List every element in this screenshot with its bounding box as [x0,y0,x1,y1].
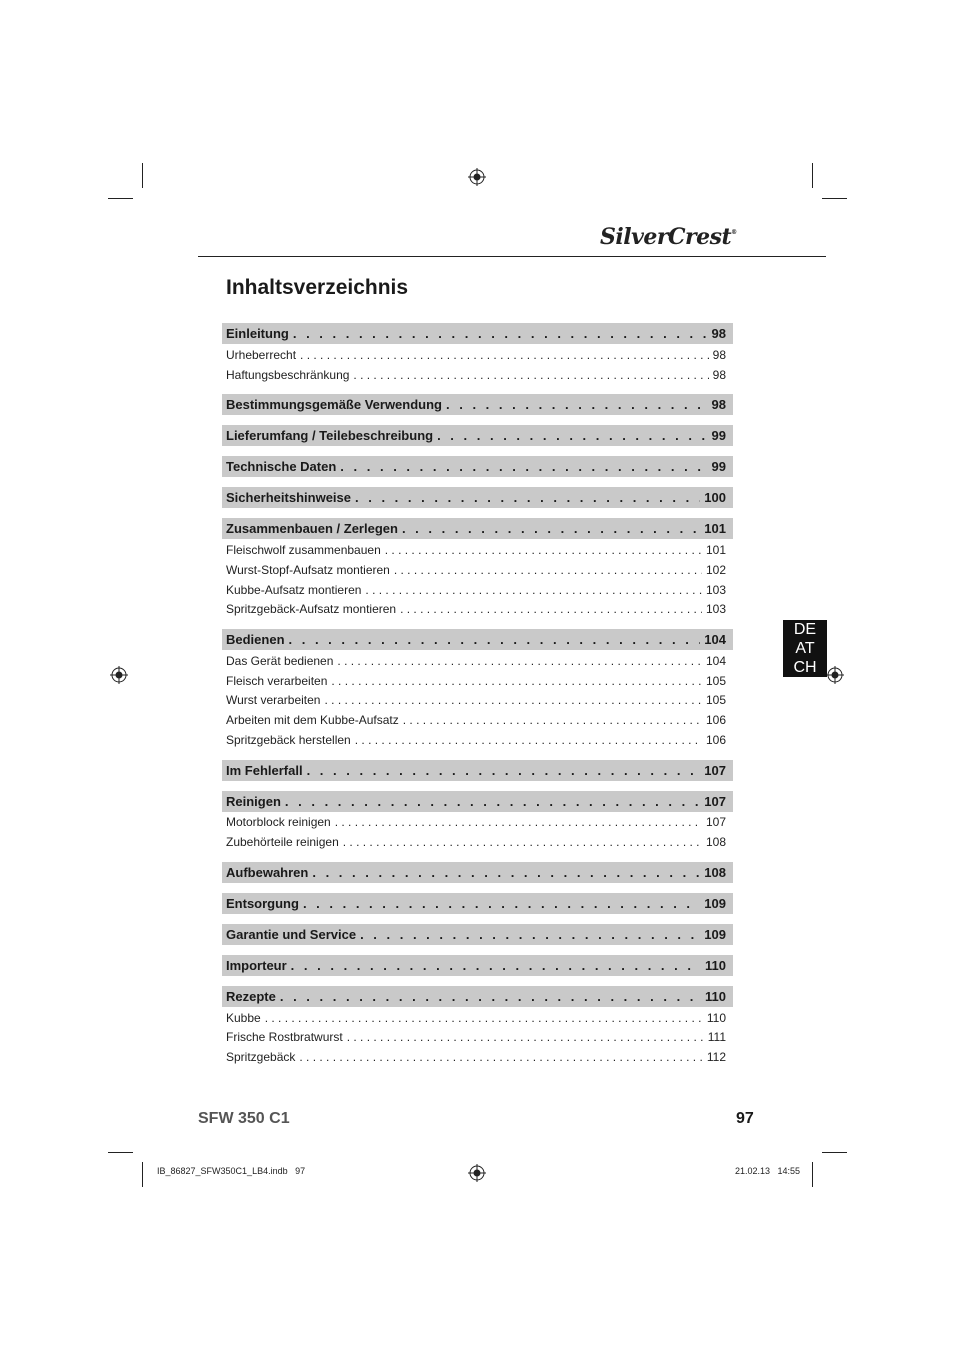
toc-subentry[interactable] [222,1008,733,1028]
toc-section-label: Sicherheitshinweise [226,490,351,506]
toc-section[interactable] [222,986,733,1007]
language-tab [783,620,827,677]
toc-section[interactable] [222,924,733,945]
toc-subentry[interactable] [222,560,733,580]
crop-mark [108,198,133,199]
toc-leader-dots [403,713,702,727]
toc-subentry-page: 98 [712,347,726,362]
language-code-de: DE [793,621,817,638]
crop-mark [142,163,143,188]
toc-leader-dots [360,927,700,942]
toc-leader-dots [280,989,701,1004]
toc-subentry-page: 105 [705,693,726,708]
toc-section-label: Lieferumfang / Teilebeschreibung [226,428,434,444]
toc-leader-dots [343,835,702,849]
toc-subentry-label: Das Gerät bedienen [226,653,334,668]
toc-subentry-label: Frische Rostbratwurst [226,1030,343,1045]
footer-page-number: 97 [736,1110,754,1127]
toc-subentry-page: 110 [706,1010,726,1025]
toc-section[interactable] [222,425,733,446]
toc-leader-dots [353,368,708,382]
toc-leader-dots [365,583,702,597]
brand-registered-mark: ® [731,229,737,236]
toc-subentry-page: 102 [705,562,726,577]
toc-leader-dots [289,632,701,647]
toc-subentry-page: 106 [705,732,726,747]
toc-section-label: Entsorgung [226,895,299,911]
toc-subentry-label: Wurst-Stopf-Aufsatz montieren [226,562,390,577]
slug-datetime: 21.02.13 14:55 [735,1166,801,1176]
toc-leader-dots [347,1030,704,1044]
toc-leader-dots [394,563,702,577]
brand-logo [600,224,750,250]
toc-section-label: Importeur [226,957,287,973]
toc-subentry-label: Arbeiten mit dem Kubbe-Aufsatz [226,713,399,728]
toc-section[interactable] [222,394,733,415]
toc-section[interactable] [222,893,733,914]
toc-section[interactable] [222,760,733,781]
toc-section-label: Im Fehlerfall [226,762,303,778]
header-rule [198,256,826,257]
toc-subentry-label: Wurst verarbeiten [226,693,321,708]
toc-section-page: 98 [711,397,726,413]
toc-subentry[interactable] [222,599,733,619]
toc-leader-dots [400,602,702,616]
toc-section-page: 109 [704,895,726,911]
toc-subentry[interactable] [222,671,733,691]
toc-subentry[interactable] [222,813,733,833]
registration-mark-icon [826,666,844,684]
toc-section-label: Bedienen [226,632,285,648]
toc-leader-dots [303,896,700,911]
toc-subentry-label: Kubbe [226,1010,261,1025]
toc-subentry-label: Urheberrecht [226,347,297,362]
toc-leader-dots [340,459,707,474]
toc-subentry[interactable] [222,580,733,600]
toc-subentry-label: Haftungsbeschränkung [226,367,350,382]
toc-leader-dots [293,326,708,341]
toc-subentry[interactable] [222,832,733,852]
toc-section-label: Bestimmungsgemäße Verwendung [226,397,442,413]
toc-subentry-page: 112 [706,1050,726,1065]
toc-section-page: 110 [705,988,726,1004]
toc-section-page: 107 [704,793,726,809]
toc-subentry[interactable] [222,691,733,711]
brand-name: SilverCrest [600,224,732,250]
toc-subentry-page: 103 [705,602,726,617]
toc-section[interactable] [222,862,733,883]
toc-section[interactable] [222,487,733,508]
toc-leader-dots [285,794,700,809]
toc-subentry-label: Spritzgebäck-Aufsatz montieren [226,602,397,617]
toc-leader-dots [291,958,701,973]
toc-leader-dots [385,543,702,557]
toc-section-page: 99 [711,428,726,444]
toc-subentry-label: Fleischwolf zusammenbauen [226,543,381,558]
toc-leader-dots [355,733,702,747]
crop-mark [812,1162,813,1187]
toc-leader-dots [299,1050,702,1064]
toc-subentry-label: Kubbe-Aufsatz montieren [226,582,362,597]
toc-leader-dots [337,654,702,668]
toc-section-page: 109 [704,926,726,942]
toc-subentry-label: Motorblock reinigen [226,815,331,830]
toc-leader-dots [331,674,702,688]
toc-section-label: Technische Daten [226,459,337,475]
toc-section[interactable] [222,791,733,812]
toc-section-page: 101 [704,521,726,537]
toc-section-label: Zusammenbauen / Zerlegen [226,521,398,537]
toc-section-page: 98 [711,326,726,341]
toc-subentry[interactable] [222,540,733,560]
crop-mark [142,1162,143,1187]
toc-leader-dots [265,1011,703,1025]
toc-subentry-page: 107 [705,815,726,830]
toc-subentry[interactable] [222,710,733,730]
toc-subentry-page: 101 [705,543,726,558]
toc-subentry-label: Zubehörteile reinigen [226,835,339,850]
toc-subentry-label: Spritzgebäck herstellen [226,732,351,747]
toc-leader-dots [446,397,708,412]
toc-section-page: 110 [705,957,726,973]
toc-leader-dots [335,815,702,829]
toc-leader-dots [437,428,707,443]
toc-section-page: 107 [704,762,726,778]
toc-subentry-page: 106 [705,713,726,728]
registration-mark-icon [110,666,128,684]
toc-subentry-label: Fleisch verarbeiten [226,673,328,688]
toc-subentry-page: 104 [705,653,726,668]
toc-leader-dots [355,490,700,505]
toc-section-label: Rezepte [226,988,276,1004]
toc-section[interactable] [222,629,733,650]
crop-mark [108,1152,133,1153]
toc-section-label: Aufbewahren [226,864,309,880]
toc-leader-dots [300,348,709,362]
toc-section-label: Garantie und Service [226,926,357,942]
toc-subentry-page: 98 [712,367,726,382]
toc-subentry-page: 108 [705,835,726,850]
registration-mark-icon [468,168,486,186]
toc-section[interactable] [222,456,733,477]
toc-subentry[interactable] [222,1047,733,1067]
toc-section-label: Einleitung [226,326,289,341]
language-code-at: AT [795,640,815,657]
toc-section[interactable] [222,518,733,539]
toc-section-page: 99 [711,459,726,475]
slug-file: IB_86827_SFW350C1_LB4.indb 97 [157,1166,306,1176]
toc-section-page: 108 [704,864,726,880]
registration-mark-icon [468,1164,486,1182]
toc-subentry[interactable] [222,345,733,365]
toc-subentry-page: 111 [707,1030,726,1045]
footer-model: SFW 350 C1 [198,1110,290,1127]
toc-leader-dots [312,865,700,880]
toc-section-page: 104 [704,632,726,648]
page-title: Inhaltsverzeichnis [226,276,409,299]
toc-subentry-page: 103 [705,582,726,597]
toc-leader-dots [402,521,700,536]
toc-subentry[interactable] [222,730,733,750]
table-of-contents [222,323,733,1067]
toc-subentry[interactable] [222,1028,733,1048]
toc-subentry[interactable] [222,651,733,671]
crop-mark [822,1152,847,1153]
toc-section-page: 100 [704,490,726,506]
toc-section-label: Reinigen [226,793,281,809]
language-code-ch: CH [793,659,817,676]
toc-subentry-label: Spritzgebäck [226,1050,296,1065]
toc-leader-dots [307,763,701,778]
crop-mark [812,163,813,188]
toc-leader-dots [324,693,701,707]
toc-section[interactable] [222,323,733,344]
crop-mark [822,198,847,199]
toc-section[interactable] [222,955,733,976]
toc-subentry[interactable] [222,365,733,385]
toc-subentry-page: 105 [705,673,726,688]
